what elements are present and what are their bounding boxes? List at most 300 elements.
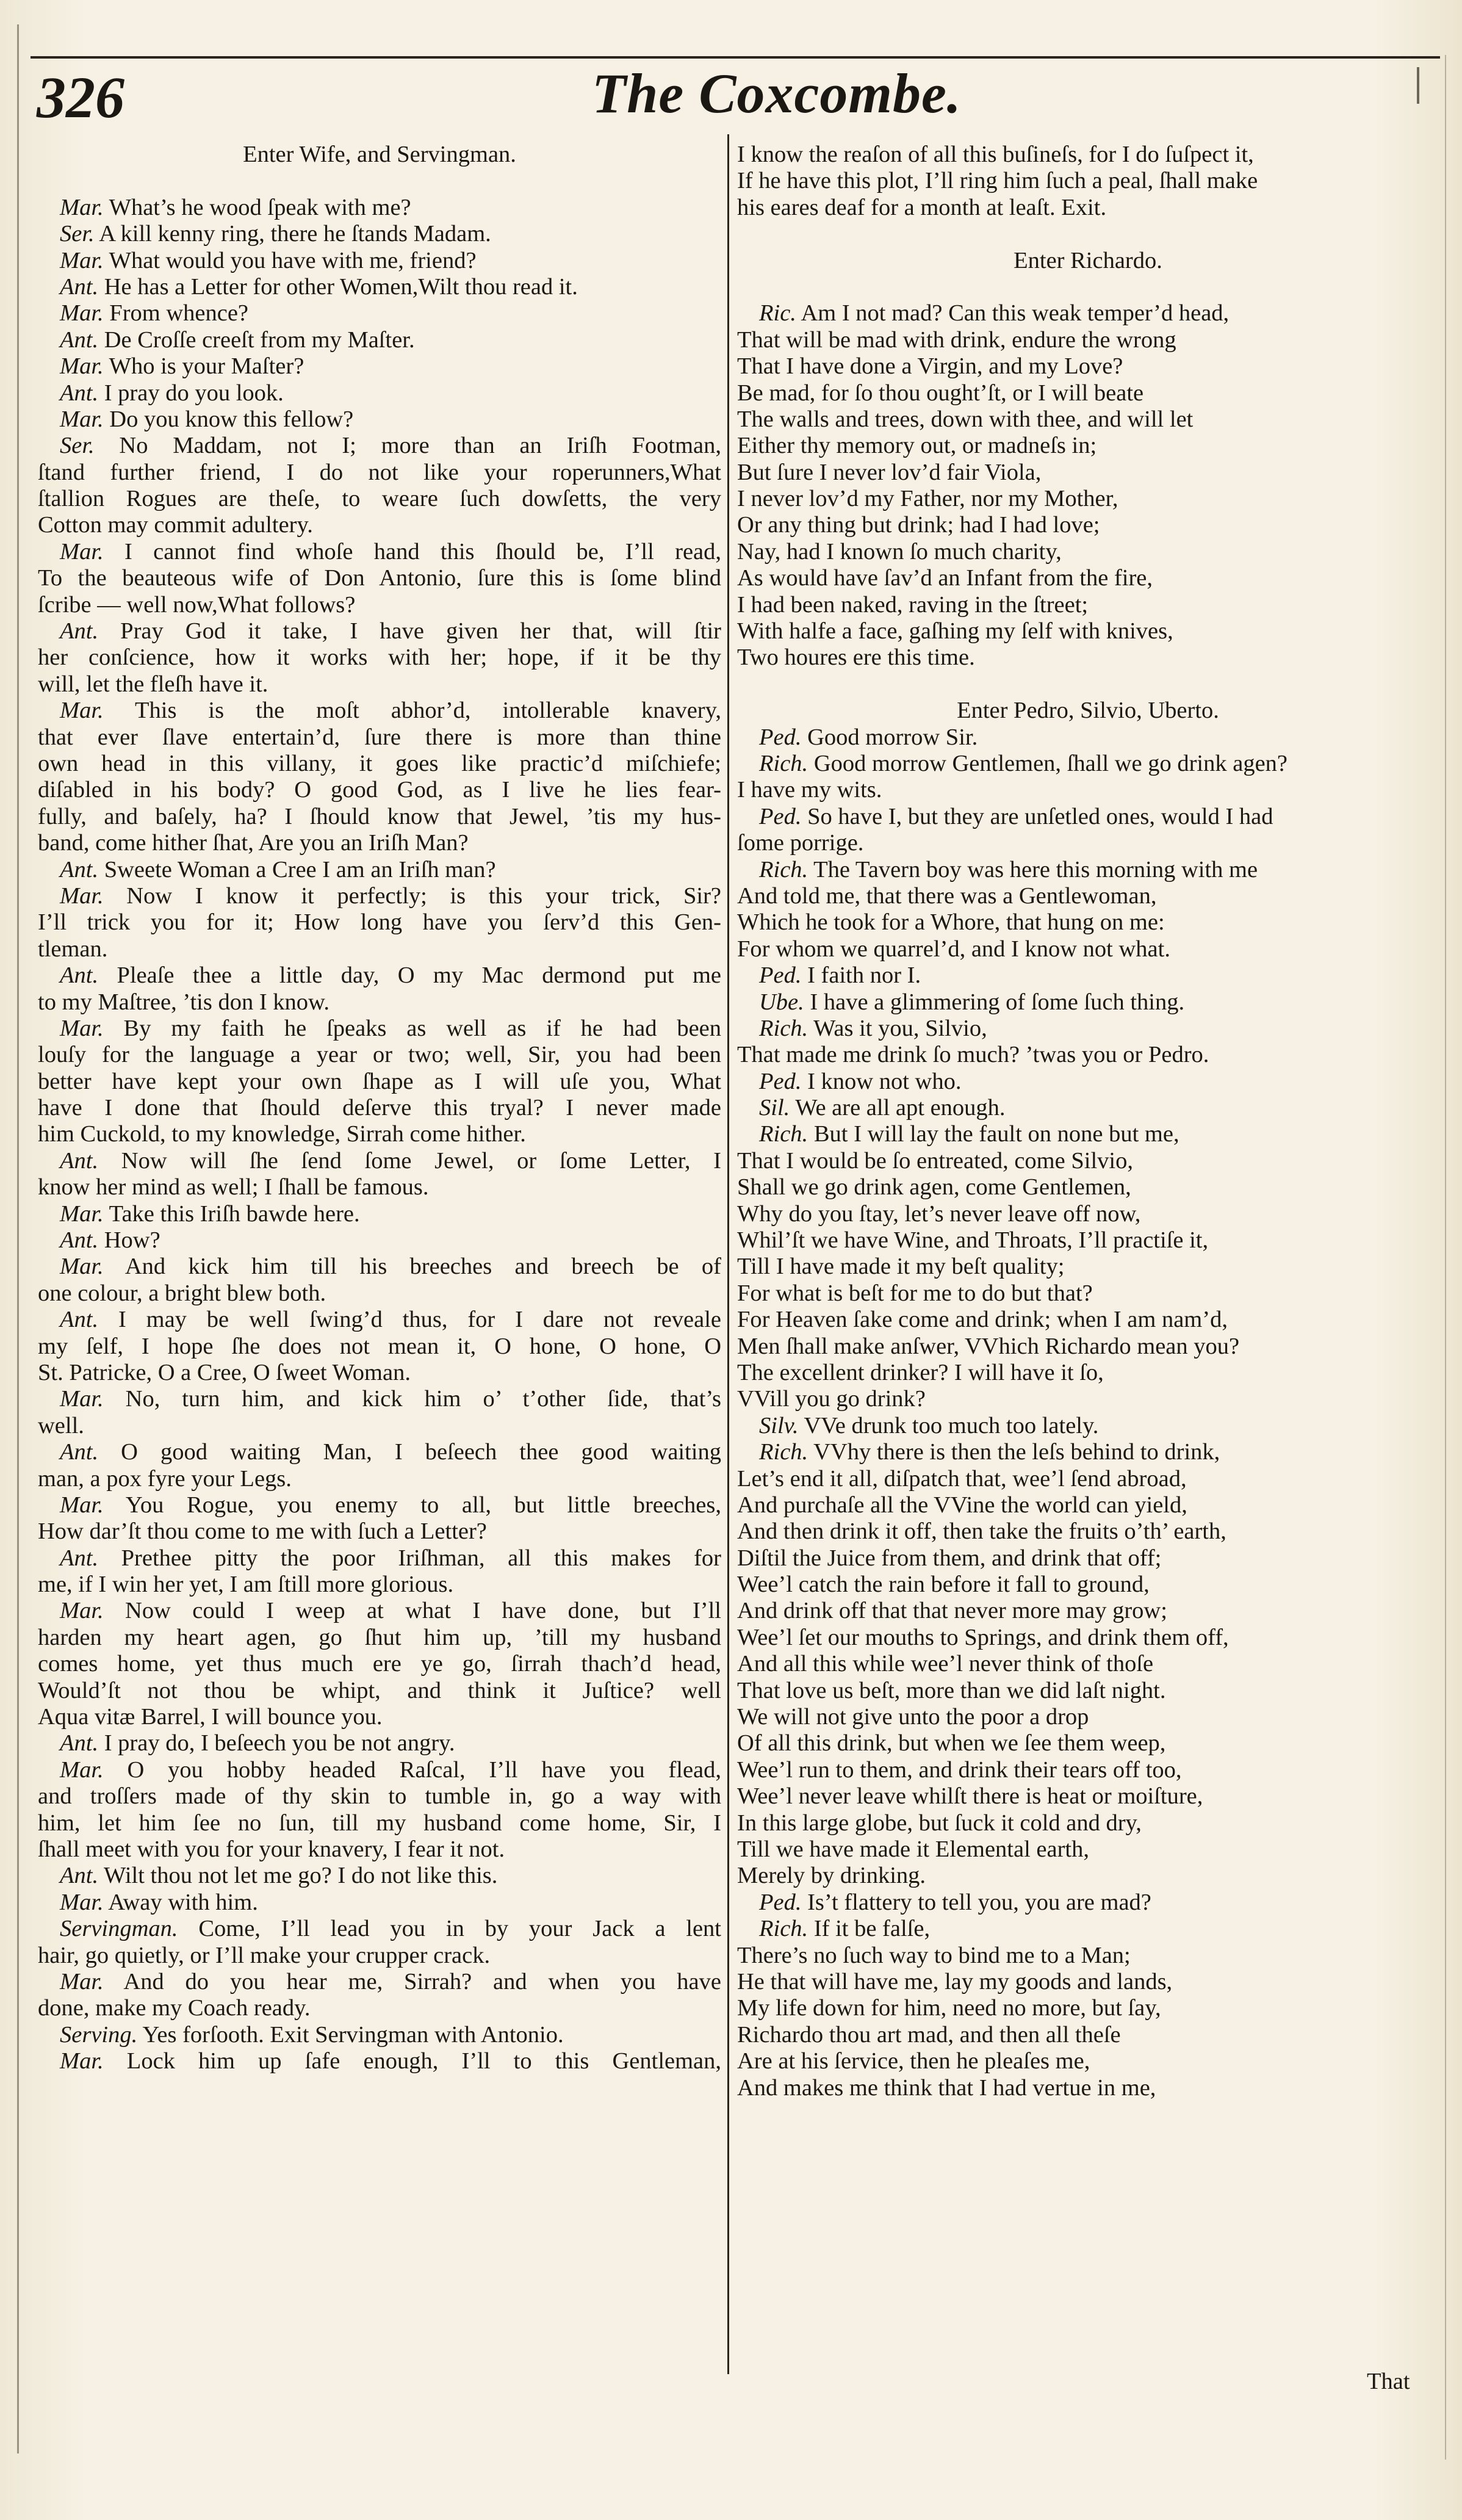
speaker-name: Ped. [759,962,802,989]
speech-line [38,1757,721,1783]
line-text: Wee’l never leave whilſt there is heat or moiſture, [737,1783,1203,1810]
speaker-name: Rich. [759,1439,808,1465]
line-text: I have a glimmering of ſome ſuch thing. [810,989,1185,1015]
text-line [737,195,1439,221]
speaker-name: Mar. [60,698,104,724]
speaker-name: Mar. [60,406,104,432]
line-gap [38,168,721,194]
speaker-name: Ant. [60,327,99,353]
line-text: So have I, but they are unſetled ones, would I had [807,803,1273,829]
text-line [38,565,721,591]
line-text: I faith nor I. [807,962,921,989]
speech-line [38,221,721,247]
speech-line [737,751,1439,777]
text-line [737,1148,1439,1174]
speech-line [38,406,721,433]
text-line [38,724,721,751]
text-line [38,512,721,538]
line-text: And makes me think that I had vertue in me, [737,2074,1156,2101]
left-column [38,142,721,2075]
speech-line [737,1439,1439,1465]
line-text: Prethee pitty the poor Iriſhman, all this makes for [121,1545,721,1571]
speaker-name: Mar. [60,538,104,565]
stage-direction [737,698,1439,724]
line-text: Wilt thou not let me go? I do not like this. [104,1863,498,1889]
speaker-name: Ant. [60,856,99,883]
text-line [737,883,1439,909]
line-text: For whom we quarrel’d, and I know not what. [737,936,1170,962]
line-text: And drink off that that never more may grow; [737,1598,1167,1624]
text-line [737,1730,1439,1756]
line-text: For Heaven ſake come and drink; when I am nam’d, [737,1307,1228,1333]
speaker-name: Mar. [60,1200,104,1227]
speaker-name: Mar. [60,1386,104,1412]
text-line [737,565,1439,591]
text-line [38,1625,721,1651]
text-line [38,1572,721,1598]
speaker-name: Ant. [60,1439,99,1465]
text-line [38,1069,721,1095]
line-text: him Cuckold, to my knowledge, Sirrah come hither. [38,1121,526,1147]
line-text: In this large globe, but ſuck it cold and dry, [737,1810,1142,1836]
speaker-name: Ant. [60,1863,99,1889]
text-line [737,1334,1439,1360]
speech-line [38,962,721,989]
line-text: VVhy there is then the leſs behind to drink, [813,1439,1220,1465]
text-line [737,1704,1439,1730]
line-text: will, let the fleſh have it. [38,671,268,697]
speech-line [38,857,721,883]
speaker-name: Ric. [759,300,796,327]
speech-line [38,1439,721,1465]
line-text: Do you know this fellow? [109,406,354,432]
text-line [737,1518,1439,1545]
speaker-name: Ant. [60,1730,99,1756]
line-text: What would you have with me, friend? [109,247,477,273]
line-text: comes home, yet thus much ere ye go, ſirrah thach’d head, [38,1651,721,1677]
line-text: done, make my Coach ready. [38,1995,311,2021]
line-text: Till I have made it my beſt quality; [737,1254,1065,1280]
text-line [38,1678,721,1704]
speaker-name: Mar. [60,883,104,909]
line-text: her conſcience, how it works with her; hope, if it be thy [38,644,721,671]
speaker-name: Mar. [60,194,104,220]
line-text: Be mad, for ſo thou ought’ſt, or I will beate [737,380,1144,406]
text-line [38,1704,721,1730]
speech-line [737,804,1439,830]
speech-line [38,1492,721,1518]
speech-line [38,1148,721,1174]
line-text: For what is beſt for me to do but that? [737,1280,1093,1306]
text-line [38,460,721,486]
line-text: harden my heart agen, go ſhut him up, ’till my husband [38,1624,721,1650]
text-line [38,804,721,830]
line-text: well. [38,1412,84,1439]
text-line [737,644,1439,671]
speech-line [38,1916,721,1942]
line-gap [737,221,1439,247]
line-text: Wee’l run to them, and drink their tears off too, [737,1756,1182,1783]
speaker-name: Mar. [60,1598,104,1624]
text-line [38,989,721,1016]
speaker-name: Mar. [60,247,104,273]
line-text: By my faith he ſpeaks as well as if he had been [123,1015,721,1041]
text-line [38,1651,721,1677]
text-line [737,1995,1439,2021]
line-text: Whil’ſt we have Wine, and Throats, I’ll practiſe it, [737,1227,1209,1254]
speech-line [38,2048,721,2074]
speaker-name: Ant. [60,273,99,300]
line-text: better have kept your own ſhape as I will uſe you, What [38,1068,721,1094]
line-text: Now I know it perfectly; is this your trick, Sir? [126,883,721,909]
right-column [737,142,1439,2101]
speech-line [38,1227,721,1254]
page-edge-rule-right [1445,55,1446,2460]
page-edge-rule [17,24,19,2453]
speech-line [38,1730,721,1756]
text-line [737,486,1439,512]
speaker-name: Ped. [759,803,802,829]
line-text: If it be falſe, [813,1916,931,1942]
speaker-name: Mar. [60,1968,104,1995]
line-text: That I have done a Virgin, and my Love? [737,353,1123,380]
line-text: louſy for the language a year or two; well, Sir, you had been [38,1042,721,1068]
speaker-name: Ube. [759,989,804,1015]
text-line [737,2048,1439,2074]
line-text: I pray do you look. [104,380,284,406]
line-text: I had been naked, raving in the ſtreet; [737,591,1089,618]
speaker-name: Rich. [759,1916,808,1942]
line-gap [737,274,1439,300]
line-text: ſtallion Rogues are theſe, to weare ſuch dowſetts, the very [38,486,721,512]
line-text: Wee’l ſet our mouths to Springs, and drink them off, [737,1624,1229,1650]
speech-line [737,1890,1439,1916]
line-text: Enter Richardo. [1014,247,1162,273]
line-text: We will not give unto the poor a drop [737,1704,1089,1730]
speech-line [38,539,721,565]
line-text: Either thy memory out, or madneſs in; [737,433,1097,459]
speaker-name: Ant. [60,1307,99,1333]
line-text: If he have this plot, I’ll ring him ſuch a peal, ſhall make [737,168,1258,194]
line-text: Nay, had I known ſo much charity, [737,538,1062,565]
text-line [38,1095,721,1121]
text-line [737,1492,1439,1518]
line-text: As would have ſav’d an Infant from the fire, [737,565,1153,591]
page-header [31,61,1440,140]
line-text: No, turn him, and kick him o’ t’other ſide, that’s [125,1386,721,1412]
speech-line [38,1016,721,1042]
line-text: Pray God it take, I have given her that, will ſtir [120,618,721,644]
text-line [38,1121,721,1147]
text-line [38,1360,721,1386]
line-text: I may be well ſwing’d thus, for I dare not reveale [118,1307,721,1333]
line-text: Of all this drink, but when we ſee them weep, [737,1730,1166,1756]
line-text: Now will ſhe ſend ſome Jewel, or ſome Letter, I [121,1147,721,1174]
speaker-name: Ser. [60,221,95,247]
speaker-name: Rich. [759,750,808,776]
speech-line [38,1598,721,1624]
speaker-name: Ant. [60,962,99,989]
line-text: I’ll trick you for it; How long have you ſerv’d this Gen- [38,909,721,936]
line-text: What’s he wood ſpeak with me? [109,194,411,220]
speech-line [38,300,721,327]
text-line [737,1042,1439,1068]
text-line [38,1334,721,1360]
text-line [38,1042,721,1068]
line-text: ſhall meet with you for your knavery, I fear it not. [38,1836,505,1862]
text-line [38,1466,721,1492]
line-text: Shall we go drink agen, come Gentlemen, [737,1174,1131,1200]
speech-line [38,883,721,909]
page-number: 326 [37,65,124,130]
text-line [737,1227,1439,1254]
line-text: band, come hither ſhat, Are you an Iriſh Man? [38,830,469,856]
line-text: No Maddam, not I; more than an Iriſh Footman, [119,433,721,459]
speaker-name: Silv. [759,1412,799,1439]
speaker-name: Mar. [60,1756,104,1783]
speech-line [737,1413,1439,1439]
speaker-name: Mar. [60,1889,104,1915]
line-text: That made me drink ſo much? ’twas you or Pedro. [737,1042,1209,1068]
line-text: Am I not mad? Can this weak temper’d head, [801,300,1230,327]
line-text: Yes forſooth. Exit Servingman with Antonio. [142,2021,564,2048]
speech-line [38,380,721,406]
text-line [737,1545,1439,1572]
line-text: I have my wits. [737,777,882,803]
line-text: The Tavern boy was here this morning with me [813,856,1258,883]
text-line [38,671,721,698]
line-text: VVe drunk too much too lately. [804,1412,1099,1439]
speech-line [38,1969,721,1995]
text-line [737,592,1439,618]
text-line [737,380,1439,406]
text-line [737,830,1439,856]
speech-line [38,1890,721,1916]
header-mark [1417,67,1419,104]
line-text: Good morrow Sir. [807,724,978,750]
line-text: Merely by drinking. [737,1863,926,1889]
line-text: to my Maſtree, ’tis don I know. [38,989,329,1015]
text-line [737,1598,1439,1624]
text-line [38,830,721,856]
speaker-name: Serving. [60,2021,138,2048]
speech-line [38,1307,721,1333]
line-text: one colour, a bright blew both. [38,1280,326,1306]
header-rule [31,56,1440,59]
line-text: Why do you ſtay, let’s never leave off now, [737,1200,1141,1227]
text-line [737,1836,1439,1863]
line-text: Are at his ſervice, then he pleaſes me, [737,2048,1090,2074]
text-line [737,1360,1439,1386]
line-text: He that will have me, lay my goods and lands, [737,1968,1173,1995]
line-text: I cannot find whoſe hand this ſhould be, I’ll read, [124,538,721,565]
text-line [737,2022,1439,2048]
line-text: A kill kenny ring, there he ſtands Madam. [99,221,491,247]
speech-line [737,1069,1439,1095]
text-line [38,751,721,777]
line-text: How? [104,1227,160,1254]
line-text: He has a Letter for other Women,Wilt thou read it. [104,273,578,300]
text-line [737,1783,1439,1810]
line-text: Enter Wife, and Servingman. [243,142,516,167]
line-text: hair, go quietly, or I’ll make your crupper crack. [38,1942,491,1968]
line-text: But ſure I never lov’d fair Viola, [737,459,1042,485]
speech-line [38,353,721,380]
line-text: And do you hear me, Sirrah? and when you have [123,1968,721,1995]
text-line [737,433,1439,459]
speaker-name: Ant. [60,380,99,406]
speech-line [38,248,721,274]
line-text: But I will lay the fault on none but me, [813,1121,1179,1147]
line-text: That will be mad with drink, endure the wrong [737,327,1176,353]
speaker-name: Ped. [759,1068,802,1094]
speaker-name: Mar. [60,1015,104,1041]
speaker-name: Rich. [759,1121,808,1147]
speech-line [38,195,721,221]
line-text: Enter Pedro, Silvio, Uberto. [957,698,1219,724]
stage-direction [38,142,721,168]
line-text: You Rogue, you enemy to all, but little breeches, [125,1492,721,1518]
line-text: How dar’ſt thou come to me with ſuch a Letter? [38,1518,487,1545]
line-text: Is’t flattery to tell you, you are mad? [807,1889,1151,1915]
text-line [737,353,1439,380]
text-line [38,1836,721,1863]
line-text: Richardo thou art mad, and then all theſe [737,2021,1121,2048]
line-text: Or any thing but drink; had I had love; [737,512,1100,538]
speech-line [38,1545,721,1572]
speech-line [38,2022,721,2048]
speech-line [737,857,1439,883]
text-line [737,327,1439,353]
line-text: O you hobby headed Raſcal, I’ll have you flead, [127,1756,721,1783]
text-line [737,909,1439,936]
line-text: With halfe a face, gaſhing my ſelf with knives, [737,618,1173,644]
text-line [38,936,721,962]
line-text: And purchaſe all the VVine the world can yield, [737,1492,1187,1518]
line-text: Lock him up ſafe enough, I’ll to this Gentleman, [126,2048,721,2074]
line-text: Now could I weep at what I have done, but I’ll [125,1598,721,1624]
speaker-name: Mar. [60,300,104,327]
speech-line [737,300,1439,327]
speaker-name: Ant. [60,1545,99,1571]
text-line [737,512,1439,538]
speech-line [38,1201,721,1227]
speaker-name: Ped. [759,724,802,750]
text-line [38,1995,721,2021]
text-line [38,1943,721,1969]
text-line [38,644,721,671]
line-text: And kick him till his breeches and breech be of [124,1254,721,1280]
line-text: Till we have made it Elemental earth, [737,1836,1089,1862]
line-text: Diſtil the Juice from them, and drink that off; [737,1545,1162,1571]
line-text: own head in this villany, it goes like practic’d miſchiefe; [38,750,721,776]
speech-line [38,618,721,644]
line-text: I know not who. [807,1068,962,1094]
speaker-name: Rich. [759,1015,808,1041]
line-text: Men ſhall make anſwer, VVhich Richardo mean you? [737,1333,1240,1359]
line-text: There’s no ſuch way to bind me to a Man; [737,1942,1131,1968]
line-text: This is the moſt abhor’d, intollerable knavery, [134,698,721,724]
text-line [737,2075,1439,2101]
line-text: have I done that ſhould deſerve this tryal? I never made [38,1095,721,1121]
text-line [737,1280,1439,1307]
text-line [737,1625,1439,1651]
line-text: That love us beſt, more than we did laſt night. [737,1677,1166,1703]
line-text: me, if I win her yet, I am ſtill more glorious. [38,1572,454,1598]
text-line [737,168,1439,194]
line-text: Sweete Woman a Cree I am an Iriſh man? [104,856,496,883]
speaker-name: Servingman. [60,1916,178,1942]
line-text: him, let him ſee no ſun, till my husband come home, Sir, I [38,1810,721,1836]
text-line [38,777,721,803]
speech-line [38,274,721,300]
line-text: Two houres ere this time. [737,644,975,671]
text-line [38,1783,721,1810]
speaker-name: Rich. [759,856,808,883]
speech-line [38,698,721,724]
text-line [737,1969,1439,1995]
text-line [38,1174,721,1200]
speech-line [38,327,721,353]
line-text: And told me, that there was a Gentlewoman, [737,883,1157,909]
text-line [737,618,1439,644]
text-line [737,1651,1439,1677]
line-text: Good morrow Gentlemen, ſhall we go drink agen? [813,750,1288,776]
speaker-name: Mar. [60,1254,104,1280]
text-line [38,1810,721,1836]
line-text: My life down for him, need no more, but ſay, [737,1995,1161,2021]
line-text: St. Patricke, O a Cree, O ſweet Woman. [38,1359,411,1385]
text-line [737,460,1439,486]
text-line [38,592,721,618]
line-text: that ever ſlave entertain’d, ſure there is more than thine [38,724,721,750]
text-line [38,909,721,936]
text-line [737,1386,1439,1412]
line-text: Come, I’ll lead you in by your Jack a lent [198,1916,721,1942]
line-text: ſome porrige. [737,830,864,856]
speech-line [737,1121,1439,1147]
line-text: We are all apt enough. [795,1095,1006,1121]
line-text: diſabled in his body? O good God, as I live he lies fear- [38,777,721,803]
speaker-name: Mar. [60,2048,104,2074]
speech-line [38,433,721,459]
line-text: Away with him. [108,1889,258,1915]
text-line [737,142,1439,168]
running-title: The Coxcombe. [592,62,962,125]
text-line [737,1757,1439,1783]
line-text: The walls and trees, down with thee, and will let [737,406,1194,432]
line-text: my ſelf, I hope ſhe does not mean it, O hone, O hone, O [38,1333,721,1359]
catchword: That [1367,2369,1410,2394]
speech-line [737,962,1439,989]
line-text: fully, and baſely, ha? I ſhould know that Jewel, ’tis my hus- [38,803,721,829]
line-gap [737,671,1439,698]
line-text: I pray do, I beſeech you be not angry. [104,1730,455,1756]
line-text: Pleaſe thee a little day, O my Mac dermond put me [117,962,721,989]
speech-line [737,1016,1439,1042]
line-text: tleman. [38,936,108,962]
speech-line [38,1254,721,1280]
text-line [737,1572,1439,1598]
line-text: and troſſers made of thy skin to tumble in, go a way with [38,1783,721,1810]
line-text: Wee’l catch the rain before it fall to ground, [737,1572,1150,1598]
line-text: ſtand further friend, I do not like your roperunners,What [38,459,721,485]
speech-line [737,1916,1439,1942]
line-text: Who is your Maſter? [109,353,304,380]
text-line [737,1466,1439,1492]
speaker-name: Ped. [759,1889,802,1915]
speech-line [38,1386,721,1412]
